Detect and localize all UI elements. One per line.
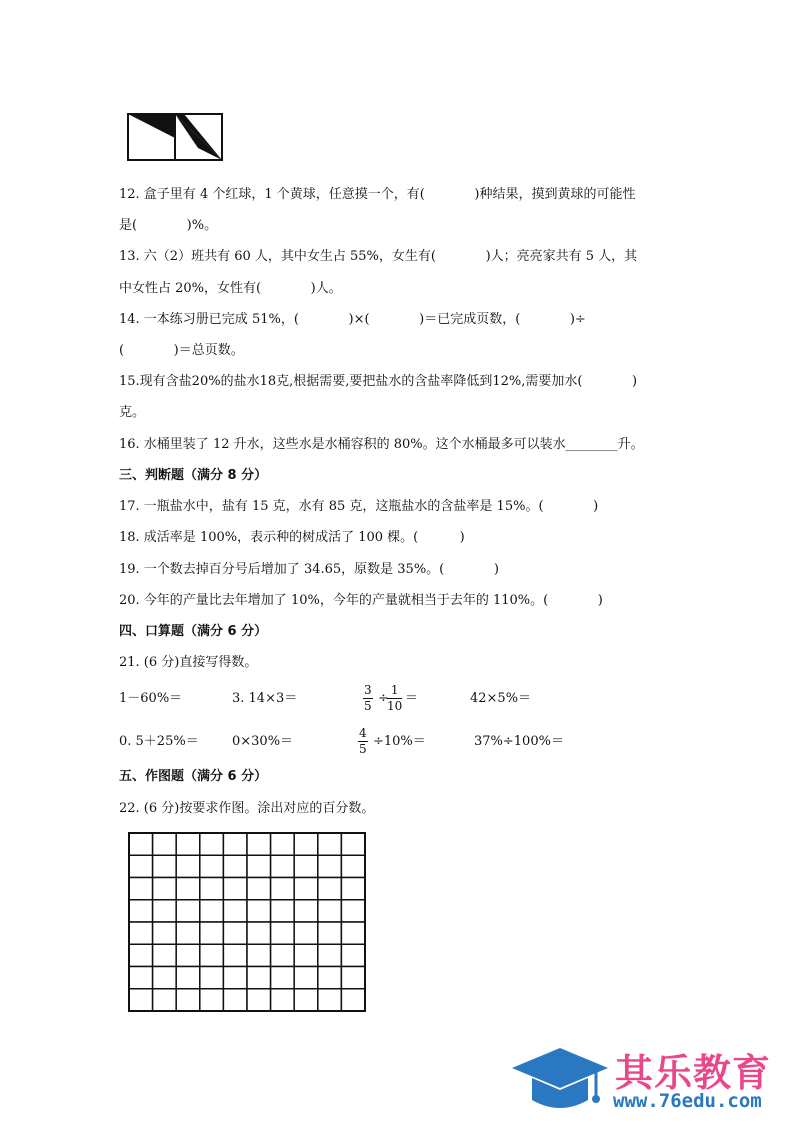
grid-cell[interactable] [247,855,271,877]
grid-cell[interactable] [294,833,318,855]
question-20: 20. 今年的产量比去年增加了 10%，今年的产量就相当于去年的 110%。( ) [119,593,603,608]
calc-2-1: 0. 5＋25%＝ [119,734,199,749]
grid-cell[interactable] [341,989,365,1011]
grid-cell[interactable] [247,878,271,900]
fraction-numerator: 1 [387,683,402,699]
grid-cell[interactable] [223,878,247,900]
grid-cell[interactable] [200,833,224,855]
grid-cell[interactable] [271,989,295,1011]
grid-cell[interactable] [247,989,271,1011]
grid-cell[interactable] [129,967,153,989]
grid-cell[interactable] [341,944,365,966]
grid-cell[interactable] [341,967,365,989]
brand-logo [510,1040,790,1120]
fraction-numerator: 3 [364,683,372,697]
grid-cell[interactable] [153,833,177,855]
calc-1-4: 42×5%＝ [470,691,532,706]
grid-cell[interactable] [223,855,247,877]
logo-title: 其乐教育 [615,1051,772,1095]
question-13-line-2: 中女性占 20%，女性有( )人。 [119,281,342,296]
grid-cell[interactable] [271,967,295,989]
grid-cell[interactable] [271,878,295,900]
grid-cell[interactable] [223,967,247,989]
grid-cell[interactable] [200,922,224,944]
grid-cell[interactable] [153,967,177,989]
question-17: 17. 一瓶盐水中，盐有 15 克，水有 85 克，这瓶盐水的含盐率是 15%。( ) [119,499,599,514]
grid-cell[interactable] [223,900,247,922]
grid-cell[interactable] [129,878,153,900]
grid-cell[interactable] [271,855,295,877]
grid-cell[interactable] [294,855,318,877]
grid-cell[interactable] [223,944,247,966]
grid-cell[interactable] [294,878,318,900]
fraction-one-tenth [387,683,402,714]
fraction-three-fifths [363,683,373,714]
question-21: 21. (6 分)直接写得数。 [119,655,258,670]
shaded-rectangle-figure [126,112,224,162]
grid-cell[interactable] [341,878,365,900]
grid-cell[interactable] [294,944,318,966]
grid-cell[interactable] [247,922,271,944]
grid-cell[interactable] [153,900,177,922]
grid-cell[interactable] [294,967,318,989]
grid-cell[interactable] [176,989,200,1011]
grid-cell[interactable] [200,900,224,922]
grid-cell[interactable] [318,989,342,1011]
grid-cell[interactable] [200,855,224,877]
grid-cell[interactable] [247,900,271,922]
grid-cell[interactable] [341,833,365,855]
grid-cell[interactable] [176,922,200,944]
question-18: 18. 成活率是 100%，表示种的树成活了 100 棵。( ) [119,530,465,545]
fraction-denominator: 10 [387,699,403,713]
calc-2-2: 0×30%＝ [232,734,294,749]
grid-cell[interactable] [153,922,177,944]
grid-cell[interactable] [318,967,342,989]
question-12-line-1: 12. 盒子里有 4 个红球，1 个黄球，任意摸一个，有( )种结果，摸到黄球的可能性 [119,187,636,202]
grid-cell[interactable] [129,900,153,922]
question-12-line-2: 是( )%。 [119,218,218,233]
section-draw-heading: 五、作图题（满分 6 分） [119,769,268,784]
question-13-line-1: 13. 六（2）班共有 60 人，其中女生占 55%，女生有( )人；亮亮家共有 5 人，其 [119,249,638,264]
calc-2-3-rest: ÷10%＝ [373,734,426,749]
grid-cell[interactable] [271,922,295,944]
grid-cell[interactable] [129,922,153,944]
grid-cell[interactable] [318,833,342,855]
grid-cell[interactable] [341,900,365,922]
question-14-line-1: 14. 一本练习册已完成 51%，( )×( )＝已完成页数，( )÷ [119,312,586,327]
question-22: 22. (6 分)按要求作图。涂出对应的百分数。 [119,801,375,816]
section-oral-heading: 四、口算题（满分 6 分） [119,624,268,639]
section-judge-heading: 三、判断题（满分 8 分） [119,468,268,483]
logo-url: www.76edu.com [613,1090,762,1112]
grid-cell[interactable] [223,922,247,944]
grid-cell[interactable] [271,900,295,922]
grid-cell[interactable] [176,855,200,877]
grid-cell[interactable] [129,944,153,966]
equals-sign: ＝ [405,691,419,706]
grid-cell[interactable] [318,944,342,966]
grid-cell[interactable] [223,989,247,1011]
calc-1-2: 3. 14×3＝ [232,691,298,706]
grid-cell[interactable] [318,922,342,944]
grid-cell[interactable] [271,833,295,855]
grid-cell[interactable] [200,944,224,966]
question-14-line-2: ( )＝总页数。 [119,343,244,358]
grid-cell[interactable] [153,944,177,966]
grid-cell[interactable] [176,833,200,855]
grid-cell[interactable] [153,989,177,1011]
grid-cell[interactable] [200,878,224,900]
grid-cell[interactable] [318,878,342,900]
fraction-four-fifths [358,726,368,757]
grid-cell[interactable] [200,967,224,989]
fraction-denominator: 5 [364,699,372,713]
calc-1-1: 1－60%＝ [119,691,183,706]
grid-cell[interactable] [318,855,342,877]
grid-cell[interactable] [294,922,318,944]
grid-cell[interactable] [247,967,271,989]
grid-cell[interactable] [294,989,318,1011]
percent-grid[interactable] [128,832,366,1012]
calc-2-4: 37%÷100%＝ [474,734,564,749]
grid-cell[interactable] [247,944,271,966]
question-15-line-2: 克。 [119,405,146,420]
grid-cell[interactable] [294,900,318,922]
grid-cell[interactable] [153,855,177,877]
grid-cell[interactable] [129,855,153,877]
grid-cell[interactable] [247,833,271,855]
fraction-numerator: 4 [359,726,367,740]
grid-cell[interactable] [176,967,200,989]
grid-cell[interactable] [176,878,200,900]
question-19: 19. 一个数去掉百分号后增加了 34.65，原数是 35%。( ) [119,562,499,577]
question-15-line-1: 15.现有含盐20%的盐水18克,根据需要,要把盐水的含盐率降低到12%,需要加水( ) [119,374,638,389]
grid-cell[interactable] [341,855,365,877]
grid-cell[interactable] [176,900,200,922]
grid-cell[interactable] [318,900,342,922]
grid-cell[interactable] [271,944,295,966]
grid-cell[interactable] [129,833,153,855]
grid-cell[interactable] [223,833,247,855]
grid-cell[interactable] [200,989,224,1011]
fraction-denominator: 5 [359,742,367,756]
grid-cell[interactable] [153,878,177,900]
grid-cell[interactable] [176,944,200,966]
question-16: 16. 水桶里装了 12 升水，这些水是水桶容积的 80%。这个水桶最多可以装水________升。 [119,437,644,452]
divide-sign: ÷ [378,691,389,706]
grid-cell[interactable] [341,922,365,944]
grid-cell[interactable] [129,989,153,1011]
graduation-cap-icon [510,1044,610,1118]
